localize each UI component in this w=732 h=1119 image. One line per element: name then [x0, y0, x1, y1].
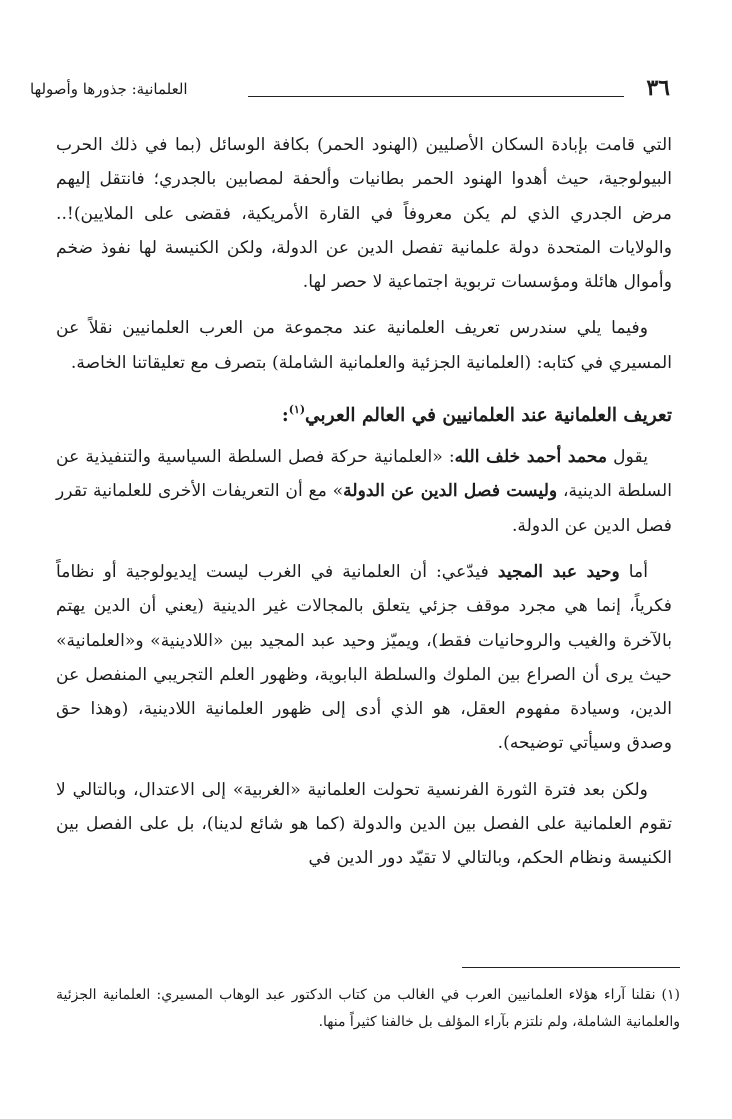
paragraph-1: التي قامت بإبادة السكان الأصليين (الهنود الحمر) بكافة الوسائل (بما في ذلك الحرب البيولوجية، حيث أهدوا الهنود الحمر بطانيات وألحفة لمصابين بالجدري؛ فانتقل إليهم مرض الجدري الذي لم يكن معروفاً في القارة الأمريكية، فقضى على الملايين)!.. والولايات المتحدة دولة علمانية تفصل الدين عن الدولة، ولكن الكنيسة لها نفوذ ضخم وأموال هائلة ومؤسسات تربوية اجتماعية لا حصر لها.	[56, 135, 672, 293]
page-body	[56, 128, 672, 876]
header-rule	[248, 96, 624, 97]
p3-quote: : «العلمانية حركة فصل السلطة السياسية والتنفيذية عن السلطة الدينية،	[56, 447, 672, 502]
footnote-text: نقلنا آراء هؤلاء العلمانيين العرب في الغالب من كتاب الدكتور عبد الوهاب المسيري: العلمانية الجزئية والعلمانية الشاملة، ولم نلتزم بآراء المؤلف بل خالفنا كثيراً منها.	[56, 987, 680, 1030]
running-header	[30, 74, 670, 104]
p3-bold-phrase: وليست فصل الدين عن الدولة	[343, 481, 558, 502]
p4-body: فيدّعي: أن العلمانية في الغرب ليست إيديولوجية أو نظاماً فكرياً، إنما هي مجرد موقف جزئي يتعلق بالمجالات غير الدينية (يعني أن الدين يهتم بالآخرة والغيب والروحانيات فقط)، ويميّز وحيد عبد المجيد بين «اللادينية» و«العلمانية» حيث يرى أن الصراع بين الملوك والسلطة البابوية، وظهور العلم التجريبي المنفصل عن الدين، وسيادة مفهوم العقل، هو الذي أدى إلى ظهور العلمانية اللادينية، (وهذا حق وصدق وسيأتي توضيحه).	[56, 561, 672, 754]
paragraph-2: وفيما يلي سندرس تعريف العلمانية عند مجموعة من العرب العلمانيين نقلاً عن المسيري في كتابه: (العلمانية الجزئية والعلمانية الشاملة) بتصرف مع تعليقاتنا الخاصة.	[56, 318, 672, 373]
paragraph-5: ولكن بعد فترة الثورة الفرنسية تحولت العلمانية «الغربية» إلى الاعتدال، وبالتالي لا تقوم العلمانية على الفصل بين الدين والدولة (كما هو شائع لدينا)، بل على الفصل بين الكنيسة ونظام الحكم، وبالتالي لا تقيّد دور الدين في	[56, 779, 672, 869]
section-heading	[56, 392, 672, 434]
p4-lead: أما	[619, 561, 648, 582]
p3-lead: يقول	[607, 447, 648, 468]
author-name-khalafallah: محمد أحمد خلف الله	[454, 447, 608, 468]
footnote-rule	[462, 967, 680, 968]
section-heading-text: تعريف العلمانية عند العلمانيين في العالم العربي	[305, 405, 672, 427]
paragraph-3	[56, 440, 672, 543]
heading-colon: :	[281, 405, 289, 427]
footnote-ref[interactable]: (١)	[288, 403, 306, 417]
p3-tail: » مع أن التعريفات الأخرى للعلمانية تقرر فصل الدين عن الدولة.	[56, 481, 672, 536]
footnote-number: (١)	[661, 987, 681, 1003]
author-name-abdelmajid: وحيد عبد المجيد	[497, 561, 620, 582]
footnote	[56, 982, 680, 1036]
paragraph-4	[56, 555, 672, 761]
page-number: ٣٦	[646, 75, 670, 101]
running-title: العلمانية: جذورها وأصولها	[30, 80, 188, 98]
